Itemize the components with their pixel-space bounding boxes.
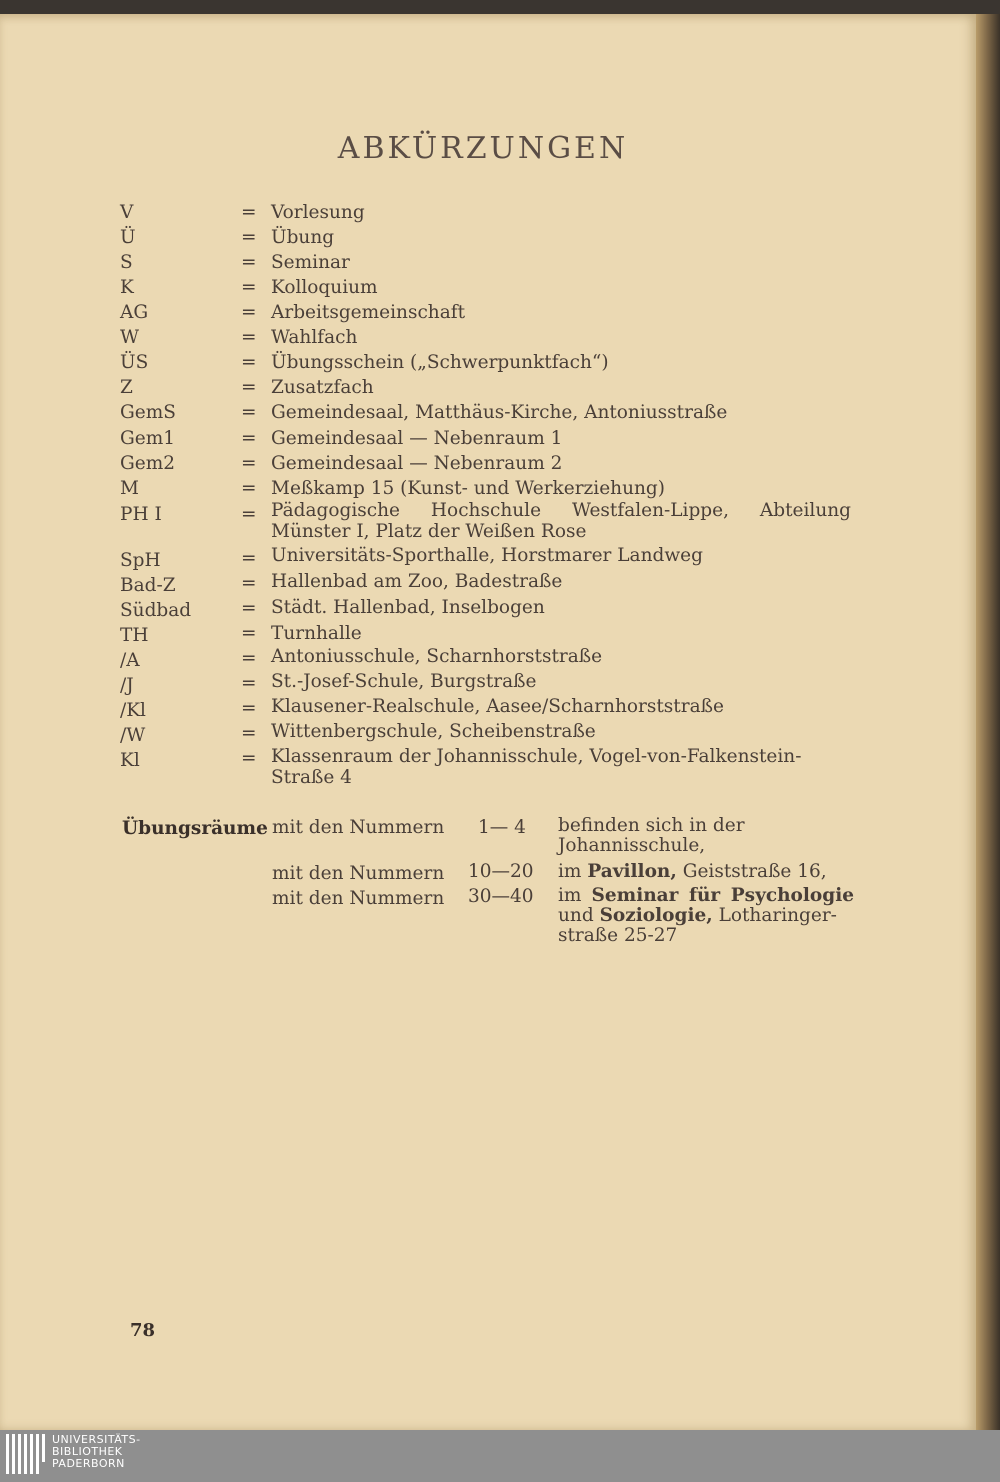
abbr-term: Bad-Z	[120, 575, 176, 596]
equals-sign: =	[241, 623, 257, 644]
equals-sign: =	[241, 327, 257, 348]
abbr-definition-line: Straße 4	[271, 767, 352, 788]
equals-sign: =	[241, 548, 257, 569]
abbr-term: M	[120, 478, 139, 499]
abbr-definition: Meßkamp 15 (Kunst- und Werkerziehung)	[271, 478, 665, 499]
equals-sign: =	[241, 302, 257, 323]
room-location-bold: Pavillon,	[587, 861, 677, 882]
room-location-line: straße 25-27	[558, 925, 678, 946]
abbr-term: V	[120, 202, 134, 223]
equals-sign: =	[241, 698, 257, 719]
room-range: 30—40	[468, 886, 534, 907]
uebungsraeume-label: Übungsräume	[122, 818, 268, 839]
abbr-term: SpH	[120, 550, 161, 571]
abbr-definition-line: Pädagogische Hochschule Westfalen-Lippe, Abteilung	[271, 500, 851, 521]
room-location-line: befinden sich in der	[558, 815, 745, 836]
equals-sign: =	[241, 352, 257, 373]
library-logo-text	[52, 1434, 141, 1470]
abbr-term: Südbad	[120, 600, 192, 621]
room-location-text: im	[558, 885, 592, 906]
equals-sign: =	[241, 598, 257, 619]
abbr-term: GemS	[120, 402, 176, 423]
abbr-term: AG	[120, 302, 149, 323]
abbr-definition: Gemeindesaal — Nebenraum 2	[271, 453, 563, 474]
abbr-definition: Arbeitsgemeinschaft	[271, 302, 466, 323]
equals-sign: =	[241, 202, 257, 223]
abbr-term: Gem2	[120, 453, 176, 474]
equals-sign: =	[241, 277, 257, 298]
abbr-definition: Turnhalle	[271, 623, 362, 644]
abbr-term: TH	[120, 625, 149, 646]
equals-sign: =	[241, 504, 257, 525]
abbr-term: /J	[120, 675, 134, 696]
equals-sign: =	[241, 377, 257, 398]
equals-sign: =	[241, 428, 257, 449]
room-location-bold: Soziologie,	[599, 905, 713, 926]
room-numbers-text: mit den Nummern	[272, 817, 445, 838]
abbr-definition: Klausener-Realschule, Aasee/Scharnhorststraße	[271, 696, 724, 717]
abbr-definition: Gemeindesaal, Matthäus-Kirche, Antoniusstraße	[271, 402, 728, 423]
abbr-term: /Kl	[120, 700, 146, 721]
equals-sign: =	[241, 227, 257, 248]
room-location-text: im	[558, 861, 588, 882]
room-location-line	[558, 906, 854, 926]
abbr-definition: Wittenbergschule, Scheibenstraße	[271, 721, 596, 742]
equals-sign: =	[241, 478, 257, 499]
equals-sign: =	[241, 252, 257, 273]
abbr-definition: Gemeindesaal — Nebenraum 1	[271, 428, 563, 449]
abbr-term: S	[120, 252, 133, 273]
room-location-text: Lotharinger-	[712, 905, 837, 926]
room-location-line	[558, 886, 854, 906]
equals-sign: =	[241, 573, 257, 594]
room-location	[558, 816, 858, 856]
equals-sign: =	[241, 748, 257, 769]
equals-sign: =	[241, 723, 257, 744]
library-line: UNIVERSITÄTS-	[52, 1433, 141, 1446]
room-numbers-text: mit den Nummern	[272, 863, 445, 884]
page-number: 78	[130, 1320, 156, 1341]
book-gutter	[976, 14, 1000, 1430]
abbr-term: ÜS	[120, 352, 149, 373]
abbr-definition: Antoniusschule, Scharnhorststraße	[271, 646, 603, 667]
abbr-term: W	[120, 327, 140, 348]
abbr-definition	[271, 500, 851, 542]
abbr-definition: St.-Josef-Schule, Burgstraße	[271, 671, 537, 692]
abbr-term: K	[120, 277, 134, 298]
equals-sign: =	[241, 673, 257, 694]
equals-sign: =	[241, 648, 257, 669]
abbr-term: Ü	[120, 227, 136, 248]
abbr-term: Z	[120, 377, 133, 398]
library-line: PADERBORN	[52, 1457, 125, 1470]
equals-sign: =	[241, 402, 257, 423]
library-line: BIBLIOTHEK	[52, 1445, 123, 1458]
abbr-definition	[271, 746, 851, 788]
abbr-term: PH I	[120, 504, 162, 525]
abbr-definition: Übungsschein („Schwerpunktfach“)	[271, 352, 609, 373]
room-location-bold: Seminar für Psychologie	[591, 885, 854, 906]
abbr-definition-line: Klassenraum der Johannisschule, Vogel-von-Falkenstein-	[271, 746, 802, 767]
abbr-definition: Wahlfach	[271, 327, 358, 348]
scan-top-border	[0, 0, 1000, 14]
room-location-text: und	[558, 905, 600, 926]
room-location	[558, 886, 854, 946]
abbr-definition: Zusatzfach	[271, 377, 374, 398]
library-logo-icon	[6, 1434, 46, 1478]
equals-sign: =	[241, 453, 257, 474]
room-numbers-text: mit den Nummern	[272, 888, 445, 909]
abbr-definition: Kolloquium	[271, 277, 378, 298]
abbr-definition: Hallenbad am Zoo, Badestraße	[271, 571, 563, 592]
room-location	[558, 862, 858, 882]
abbr-definition: Übung	[271, 227, 335, 248]
room-location-text: Geiststraße 16,	[676, 861, 827, 882]
room-range: 1— 4	[478, 817, 526, 838]
abbr-term: /A	[120, 650, 140, 671]
abbr-term: Kl	[120, 750, 140, 771]
abbr-definition-line: Münster I, Platz der Weißen Rose	[271, 521, 587, 542]
abbr-term: Gem1	[120, 428, 176, 449]
abbr-term: /W	[120, 725, 146, 746]
room-location-line: Johannisschule,	[558, 835, 706, 856]
page-title: ABKÜRZUNGEN	[337, 131, 629, 166]
abbr-definition: Universitäts-Sporthalle, Horstmarer Landweg	[271, 545, 703, 566]
abbr-definition: Seminar	[271, 252, 350, 273]
library-footer	[0, 1430, 1000, 1482]
room-range: 10—20	[468, 861, 534, 882]
abbr-definition: Städt. Hallenbad, Inselbogen	[271, 597, 545, 618]
abbr-definition: Vorlesung	[271, 202, 365, 223]
